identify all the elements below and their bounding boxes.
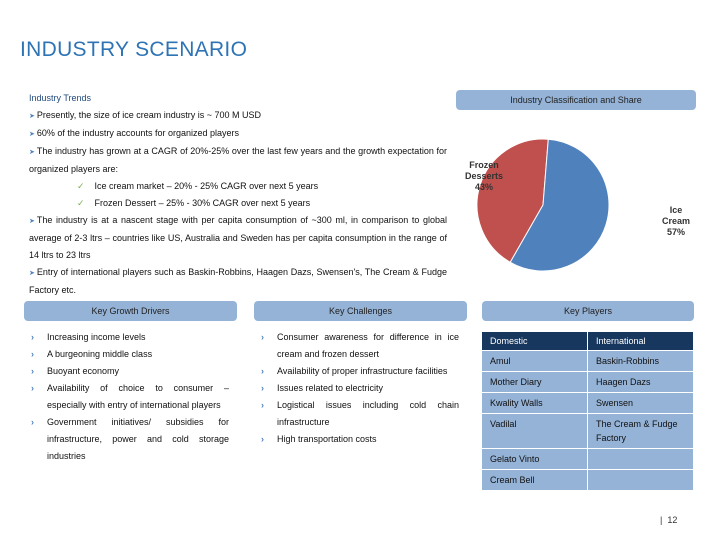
players-table — [481, 331, 694, 491]
challenge-item: › Logistical issues including cold chain infrastructure — [259, 397, 459, 431]
cell: Amul — [482, 351, 588, 372]
trend-subitem: ✓ Ice cream market – 20% - 25% CAGR over next 5 years — [29, 178, 447, 195]
page-title: INDUSTRY SCENARIO — [20, 38, 248, 61]
pie-label-value: 43% — [474, 182, 493, 192]
cell: Cream Bell — [482, 470, 588, 491]
challenge-item: › High transportation costs — [259, 431, 459, 448]
classification-header: Industry Classification and Share — [456, 90, 696, 110]
cell — [588, 449, 694, 470]
driver-item: › A burgeoning middle class — [29, 346, 229, 363]
trend-item: ➤ Presently, the size of ice cream industry is ~ 700 M USD — [29, 107, 447, 125]
driver-item: › Buoyant economy — [29, 363, 229, 380]
driver-item: › Increasing income levels — [29, 329, 229, 346]
trend-item: ➤ The industry has grown at a CAGR of 20%-25% over the last few years and the growth expectation for organized players are: — [29, 143, 447, 178]
cell: Kwality Walls — [482, 393, 588, 414]
table-row — [482, 470, 694, 491]
table-row — [482, 351, 694, 372]
cell: Mother Diary — [482, 372, 588, 393]
trends-heading: Industry Trends — [29, 93, 92, 103]
cell: Swensen — [588, 393, 694, 414]
cell: Haagen Dazs — [588, 372, 694, 393]
cell: Gelato Vinto — [482, 449, 588, 470]
table-header-row — [482, 332, 694, 351]
challenges-header: Key Challenges — [254, 301, 467, 321]
page-number: | 12 — [660, 515, 678, 525]
trend-subitem: ✓ Frozen Dessert – 25% - 30% CAGR over next 5 years — [29, 195, 447, 212]
trend-item: ➤ Entry of international players such as Baskin-Robbins, Haagen Dazs, Swensen's, The Cream & Fudge Factory etc. — [29, 264, 447, 299]
driver-item: › Availability of choice to consumer – especially with entry of international players — [29, 380, 229, 414]
drivers-header: Key Growth Drivers — [24, 301, 237, 321]
challenge-item: › Availability of proper infrastructure facilities — [259, 363, 459, 380]
challenges-list — [259, 329, 459, 448]
pie-label-frozen-desserts — [462, 160, 506, 193]
cell: Baskin-Robbins — [588, 351, 694, 372]
industry-trends — [29, 90, 447, 299]
column-international: International — [588, 332, 694, 351]
column-domestic: Domestic — [482, 332, 588, 351]
pie-label-name: Frozen Desserts — [464, 160, 504, 181]
trend-item: ➤ 60% of the industry accounts for organized players — [29, 125, 447, 143]
table-row — [482, 372, 694, 393]
table-row — [482, 414, 694, 449]
players-header: Key Players — [482, 301, 694, 321]
pie-label-ice-cream — [656, 205, 696, 238]
cell: The Cream & Fudge Factory — [588, 414, 694, 449]
pie-label-value: 57% — [666, 227, 685, 237]
drivers-list — [29, 329, 229, 465]
page-number-value: 12 — [667, 515, 678, 525]
challenge-item: › Issues related to electricity — [259, 380, 459, 397]
table-row — [482, 393, 694, 414]
pie-label-name: Ice Cream — [661, 205, 690, 226]
trend-item: ➤ The industry is at a nascent stage with per capita consumption of ~300 ml, in comparison to global average of 2-3 ltrs – countries like US, Australia and Sweden has per capita consumption in the range of 14 ltrs to 23 ltrs — [29, 212, 447, 264]
challenge-item: › Consumer awareness for difference in ice cream and frozen dessert — [259, 329, 459, 363]
table-row — [482, 449, 694, 470]
driver-item: › Government initiatives/ subsidies for infrastructure, power and cold storage industries — [29, 414, 229, 465]
cell: Vadilal — [482, 414, 588, 449]
cell — [588, 470, 694, 491]
